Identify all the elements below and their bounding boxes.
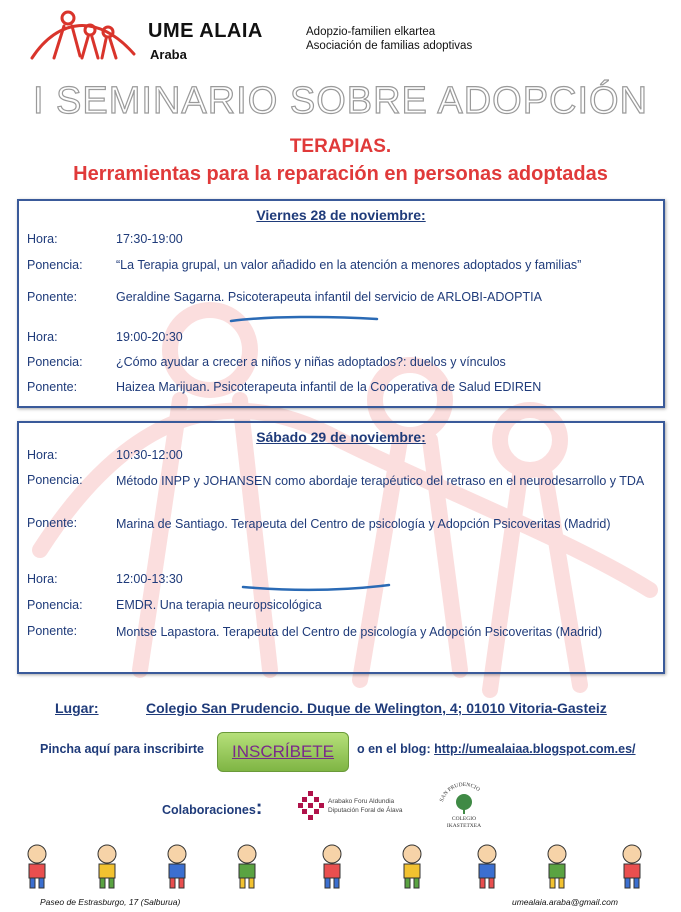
association-name-eu: Adopzio-familien elkartea	[306, 26, 436, 38]
ponente-value: Marina de Santiago. Terapeuta del Centro de psicología y Adopción Psicoveritas (Madrid)	[116, 517, 611, 531]
ponencia-value: “La Terapia grupal, un valor añadido en la atención a menores adoptados y familias”	[116, 258, 582, 272]
footer-email: umealaia.araba@gmail.com	[512, 897, 618, 907]
hora-value: 17:30-19:00	[116, 232, 183, 246]
hora-value: 10:30-12:00	[116, 448, 183, 462]
ponente-label: Ponente:	[27, 516, 78, 530]
hora-label: Hora:	[27, 572, 58, 586]
ponente-value: Geraldine Sagarna. Psicoterapeuta infantil del servicio de ARLOBI-ADOPTIA	[116, 290, 542, 304]
blog-line	[357, 742, 636, 756]
brand-region: Araba	[150, 47, 187, 62]
alava-logo	[298, 789, 428, 825]
colegio-name-es: COLEGIO	[451, 816, 477, 822]
association-name	[306, 25, 472, 53]
ponencia-value: Método INPP y JOHANSEN como abordaje terapéutico del retraso en el neurodesarrollo y TDA	[116, 474, 645, 488]
ponencia-label: Ponencia:	[27, 598, 83, 612]
ponente-value: Haizea Marijuan. Psicoterapeuta infantil de la Cooperativa de Salud EDIREN	[116, 380, 542, 394]
pen-underline-mark	[241, 579, 391, 593]
pen-underline-mark	[229, 313, 379, 325]
ponente-label: Ponente:	[27, 290, 78, 304]
hora-label: Hora:	[27, 330, 58, 344]
hora-label: Hora:	[27, 448, 58, 462]
day-heading: Viernes 28 de noviembre:	[256, 207, 426, 223]
schedule-box-saturday	[17, 421, 665, 674]
ume-alaia-logo	[28, 8, 138, 64]
collaborations-colon: :	[255, 797, 263, 819]
hora-label: Hora:	[27, 232, 58, 246]
colegio-tree-icon	[434, 782, 494, 816]
colegio-arc-text: SAN PRUDENCIO	[438, 782, 481, 803]
hora-value: 19:00-20:30	[116, 330, 183, 344]
brand-name: UME ALAIA	[148, 20, 263, 42]
venue-value: Colegio San Prudencio. Duque de Welington, 4; 01010 Vitoria-Gasteiz	[146, 700, 607, 716]
alava-name-eu: Arabako Foru Aldundia	[328, 798, 395, 805]
ponencia-value: EMDR. Una terapia neuropsicológica	[116, 598, 322, 612]
collaborations-label	[162, 797, 262, 820]
schedule-box-friday	[17, 199, 665, 408]
ponente-label: Ponente:	[27, 624, 78, 638]
register-button[interactable]: INSCRÍBETE	[217, 732, 349, 772]
subtitle-herramientas: Herramientas para la reparación en personas adoptadas	[73, 163, 608, 185]
children-illustration-strip	[0, 842, 681, 892]
registration-prompt: Pincha aquí para inscribirte	[40, 742, 204, 756]
page-title: I SEMINARIO SOBRE ADOPCIÓN	[32, 80, 649, 122]
day-heading: Sábado 29 de noviembre:	[256, 429, 426, 445]
venue-label: Lugar:	[55, 700, 99, 716]
association-name-es: Asociación de familias adoptivas	[306, 40, 473, 52]
hora-value: 12:00-13:30	[116, 572, 183, 586]
ponente-value: Montse Lapastora. Terapeuta del Centro de psicología y Adopción Psicoveritas (Madrid)	[116, 625, 603, 639]
ponencia-value: ¿Cómo ayudar a crecer a niños y niñas adoptados?: duelos y vínculos	[116, 355, 506, 369]
alava-name-es: Diputación Foral de Álava	[328, 807, 403, 814]
ponente-label: Ponente:	[27, 380, 78, 394]
colegio-logo	[434, 782, 494, 832]
ponencia-label: Ponencia:	[27, 355, 83, 369]
footer-address: Paseo de Estrasburgo, 17 (Salburua)	[40, 897, 181, 907]
ponencia-label: Ponencia:	[27, 473, 83, 487]
blog-prefix: o en el blog:	[357, 742, 431, 756]
ponencia-label: Ponencia:	[27, 258, 83, 272]
collaborations-text: Colaboraciones	[162, 803, 256, 817]
subtitle-terapias: TERAPIAS.	[289, 136, 392, 157]
colegio-name-eu: IKASTETXEA	[446, 823, 482, 829]
blog-link[interactable]: http://umealaiaa.blogspot.com.es/	[434, 742, 636, 756]
alava-emblem-icon	[298, 791, 324, 821]
